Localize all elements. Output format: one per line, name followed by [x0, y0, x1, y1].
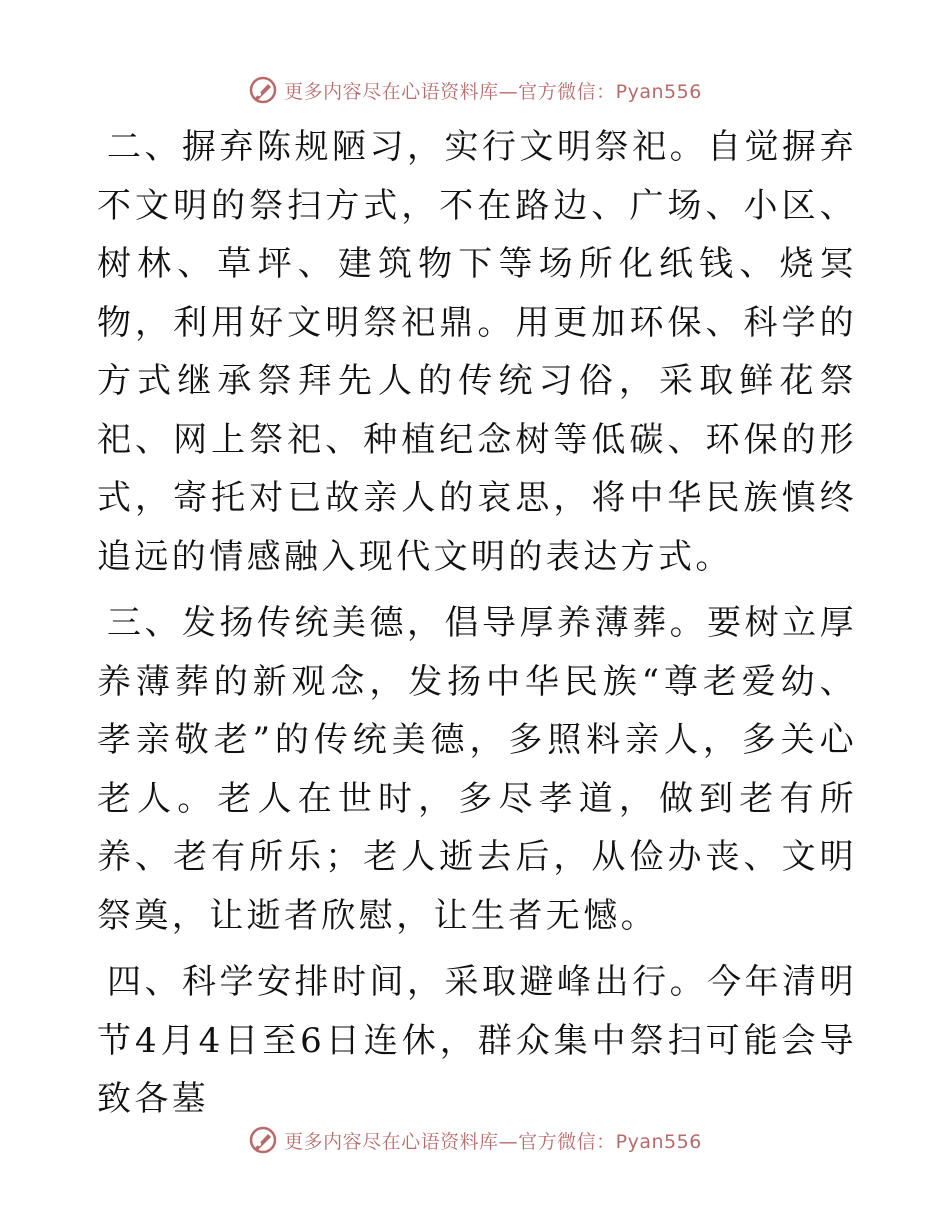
- paragraph-2: 二、摒弃陈规陋习，实行文明祭祀。自觉摒弃不文明的祭扫方式，不在路边、广场、小区、树林、草坪、建筑物下等场所化纸钱、烧冥物，利用好文明祭祀鼎。用更加环保、科学的方式继承祭拜先人的传统习俗，采取鲜花祭祀、网上祭祀、种植纪念树等低碳、环保的形式，寄托对已故亲人的哀思，将中华民族慎终追远的情感融入现代文明的表达方式。: [97, 127, 857, 577]
- footer-watermark: [0, 1120, 950, 1160]
- paragraph-4: 四、科学安排时间，采取避峰出行。今年清明节4月4日至6日连休，群众集中祭扫可能会导致各墓: [97, 962, 857, 1119]
- document-body: [97, 118, 857, 1129]
- watermark-text: 更多内容尽在心语资料库—官方微信：Pyan556: [284, 1130, 702, 1153]
- paragraph-3: 三、发扬传统美德，倡导厚养薄葬。要树立厚养薄葬的新观念，发扬中华民族“尊老爱幼、孝亲敬老”的传统美德，多照料亲人，多关心老人。老人在世时，多尽孝道，做到老有所养、老有所乐；老人逝去后，从俭办丧、文明祭奠，让逝者欣慰，让生者无憾。: [97, 603, 857, 936]
- pen-logo-icon: [248, 75, 278, 105]
- watermark-text: 更多内容尽在心语资料库—官方微信：Pyan556: [284, 80, 702, 103]
- pen-logo-icon: [248, 1125, 278, 1155]
- header-watermark: [0, 70, 950, 110]
